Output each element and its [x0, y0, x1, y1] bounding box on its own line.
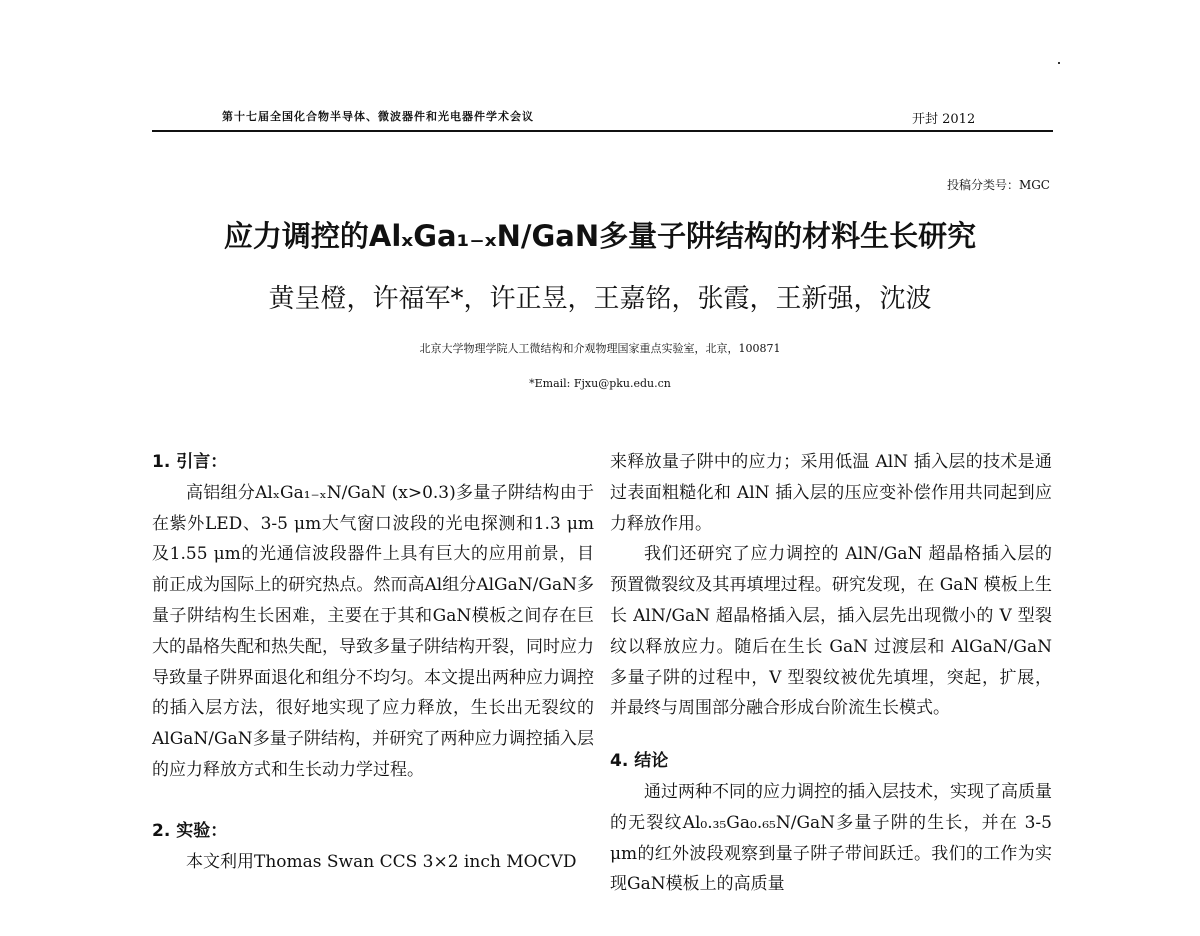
section-heading-experiment: 2. 实验： [152, 820, 228, 841]
results-paragraph-2: 我们还研究了应力调控的 AlN/GaN 超晶格插入层的预置微裂纹及其再填埋过程。研究发现，在 GaN 模板上生长 AlN/GaN 超晶格插入层，插入层先出现微小的 V 型裂纹以释放应力。随后在生长 GaN 过渡层和 AlGaN/GaN 多量子阱的过程中，V 型裂纹被优先填埋，突起，扩展，并最终与周围部分融合形成台阶流生长模式。 [610, 544, 1052, 719]
contact-email: *Email: Fjxu@pku.edu.cn [529, 377, 671, 390]
paper-title: 应力调控的AlₓGa₁₋ₓN/GaN多量子阱结构的材料生长研究 [223, 219, 977, 253]
intro-paragraph: 高铝组分AlₓGa₁₋ₓN/GaN (x>0.3)多量子阱结构由于在紫外LED、3-5 μm大气窗口波段的光电探测和1.3 μm及1.55 μm的光通信波段器件上具有巨大的应用前景，目前正成为国际上的研究热点。然而高Al组分AlGaN/GaN多量子阱结构生长困难，主要在于其和GaN模板之间存在巨大的晶格失配和热失配，导致多量子阱结构开裂，同时应力导致量子阱界面退化和组分不均匀。本文提出两种应力调控的插入层方法，很好地实现了应力释放，生长出无裂纹的AlGaN/GaN多量子阱结构，并研究了两种应力调控插入层的应力释放方式和生长动力学过程。 [152, 482, 594, 780]
right-column [610, 447, 1052, 900]
running-header-conference: 第十七届全国化合物半导体、微波器件和光电器件学术会议 [222, 110, 534, 123]
running-header-location-year: 开封 2012 [912, 112, 976, 127]
author-list: 黄呈橙，许福军*，许正昱，王嘉铭，张霞，王新强，沈波 [268, 284, 932, 314]
conclusion-paragraph: 通过两种不同的应力调控的插入层技术，实现了高质量的无裂纹Al₀.₃₅Ga₀.₆₅N/GaN多量子阱的生长，并在 3-5 μm的红外波段观察到量子阱子带间跃迁。我们的工作为实现GaN模板上的高质量 [610, 781, 1052, 895]
section-heading-intro: 1. 引言： [152, 452, 228, 472]
experiment-paragraph: 本文利用Thomas Swan CCS 3×2 inch MOCVD [186, 851, 577, 872]
header-rule [152, 130, 1053, 132]
left-column [152, 447, 594, 877]
scan-speck [1058, 62, 1060, 64]
results-paragraph-1: 来释放量子阱中的应力；采用低温 AlN 插入层的技术是通过表面粗糙化和 AlN 插入层的压应变补偿作用共同起到应力释放作用。 [610, 452, 1052, 534]
classification-code: 投稿分类号：MGC [946, 178, 1050, 192]
affiliation: 北京大学物理学院人工微结构和介观物理国家重点实验室，北京，100871 [419, 342, 781, 355]
section-heading-conclusion: 4. 结论 [610, 751, 669, 772]
